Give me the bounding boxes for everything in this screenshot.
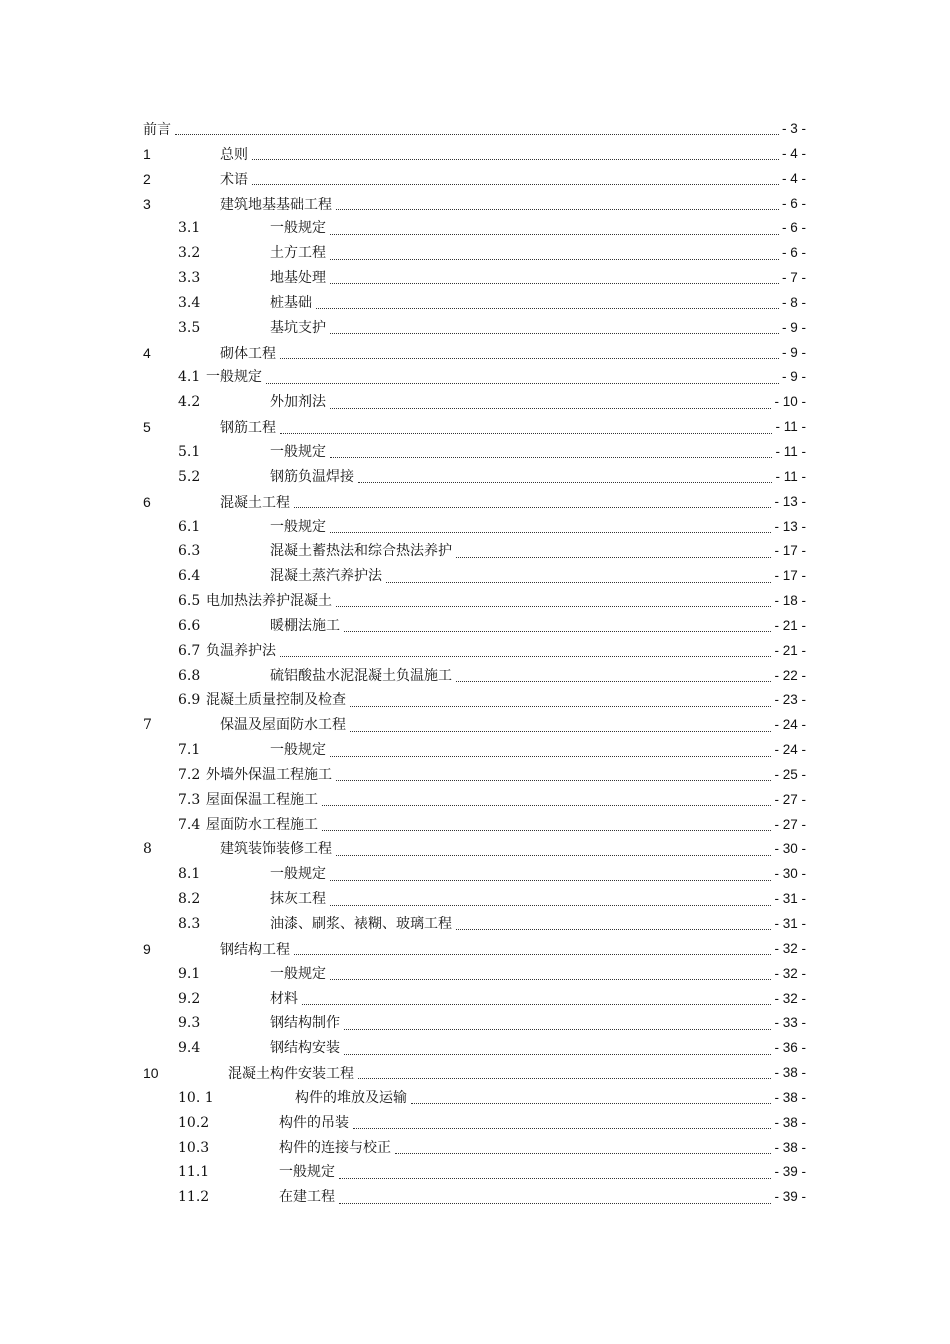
toc-entry-title: 钢结构安装 [270, 1040, 340, 1057]
toc-entry-title: 屋面保温工程施工 [206, 791, 318, 808]
toc-entry-page: - 21 - [774, 617, 806, 633]
toc-entry[interactable] [143, 813, 806, 838]
toc-entry-title: 混凝土工程 [220, 493, 290, 510]
toc-entry[interactable] [143, 912, 806, 937]
toc-entry-line [270, 390, 806, 415]
toc-entry-page: - 6 - [781, 195, 806, 211]
dot-leader [344, 1028, 771, 1030]
toc-entry-page: - 30 - [774, 866, 806, 882]
toc-entry-page: - 31 - [774, 916, 806, 931]
toc-entry-number: 7.1 [178, 742, 201, 759]
dot-leader [280, 357, 779, 359]
toc-entry-title: 一般规定 [270, 518, 326, 535]
toc-entry-number: 6 [143, 493, 151, 510]
toc-entry-page: - 38 - [774, 1139, 806, 1155]
dot-leader [294, 506, 771, 508]
toc-entry[interactable] [143, 490, 806, 515]
toc-entry[interactable] [143, 365, 806, 390]
toc-entry[interactable] [143, 887, 806, 912]
toc-entry-line [270, 738, 806, 763]
toc-entry-number: 3.3 [178, 270, 201, 287]
toc-entry[interactable] [143, 192, 806, 217]
toc-entry-page: - 21 - [774, 642, 806, 658]
toc-entry-title: 建筑地基基础工程 [220, 195, 332, 212]
toc-entry-line [206, 788, 806, 813]
toc-entry-line [295, 1086, 806, 1111]
toc-entry-line [270, 291, 806, 316]
dot-leader [266, 382, 779, 384]
dot-leader [280, 655, 771, 657]
toc-entry-title: 钢筋负温焊接 [270, 468, 354, 485]
dot-leader [358, 481, 772, 483]
toc-entry-number: 4.2 [178, 394, 201, 411]
toc-entry[interactable] [143, 987, 806, 1012]
dot-leader [330, 456, 772, 458]
toc-entry-title: 桩基础 [270, 294, 312, 311]
toc-entry-number: 3.4 [178, 294, 201, 311]
toc-entry-title: 土方工程 [270, 245, 326, 262]
toc-entry-number: 9.3 [178, 1015, 201, 1032]
toc-entry-title: 前言 [143, 121, 171, 137]
toc-entry-title: 电加热法养护混凝土 [206, 593, 332, 610]
toc-entry-number: 3 [143, 195, 151, 212]
toc-entry-title: 材料 [270, 990, 298, 1007]
toc-entry-page: - 11 - [775, 419, 806, 435]
toc-entry[interactable] [143, 266, 806, 291]
toc-entry-line [220, 713, 806, 738]
toc-entry[interactable] [143, 664, 806, 689]
toc-entry-line [206, 365, 806, 390]
toc-entry[interactable] [143, 291, 806, 316]
toc-entry-number: 9.2 [178, 990, 201, 1007]
toc-entry[interactable] [143, 589, 806, 614]
toc-entry[interactable] [143, 539, 806, 564]
toc-entry-line [206, 813, 806, 838]
table-of-contents [143, 117, 806, 1210]
toc-entry[interactable] [143, 713, 806, 738]
toc-entry[interactable] [143, 688, 806, 713]
dot-leader [350, 730, 771, 732]
toc-entry[interactable] [143, 1136, 806, 1161]
toc-entry[interactable] [143, 316, 806, 341]
dot-leader [322, 804, 771, 806]
toc-entry-number: 8.1 [178, 866, 201, 883]
dot-leader [336, 854, 771, 856]
toc-entry[interactable] [143, 440, 806, 465]
toc-entry-line [220, 937, 806, 962]
toc-entry-line [220, 192, 806, 217]
dot-leader [330, 407, 771, 409]
toc-entry-line [279, 1111, 806, 1136]
dot-leader [336, 605, 771, 607]
dot-leader [339, 1177, 771, 1179]
toc-entry-page: - 9 - [781, 344, 806, 360]
toc-entry-line [220, 341, 806, 366]
toc-entry-number: 6.7 [178, 642, 201, 659]
toc-entry-page: - 22 - [774, 667, 806, 683]
toc-entry-number: 4 [143, 344, 151, 361]
toc-entry-number: 5.1 [178, 443, 201, 460]
toc-entry-line [220, 490, 806, 515]
toc-entry-page: - 6 - [781, 245, 806, 261]
toc-entry[interactable] [143, 962, 806, 987]
toc-entry-line [270, 614, 806, 639]
toc-entry-line [206, 688, 806, 713]
dot-leader [280, 432, 772, 434]
dot-leader [456, 556, 771, 558]
toc-entry-title: 在建工程 [279, 1189, 335, 1206]
toc-entry-title: 保温及屋面防水工程 [220, 717, 346, 734]
toc-entry-title: 混凝土蓄热法和综合热法养护 [270, 543, 452, 560]
toc-entry-page: - 7 - [781, 270, 806, 286]
toc-entry-number: 3.2 [178, 245, 201, 262]
toc-entry-page: - 39 - [774, 1189, 806, 1205]
toc-entry-line [270, 887, 806, 912]
toc-entry-page: - 13 - [774, 493, 806, 509]
toc-entry-page: - 32 - [774, 940, 806, 956]
toc-entry[interactable] [143, 1061, 806, 1086]
toc-entry-line [279, 1160, 806, 1185]
dot-leader [252, 158, 779, 160]
toc-entry-page: - 17 - [774, 568, 806, 584]
toc-entry-number: 6.4 [178, 568, 201, 585]
toc-entry-number: 8 [143, 841, 152, 858]
toc-entry-line [279, 1136, 806, 1161]
toc-entry-number: 10.2 [178, 1114, 210, 1131]
dot-leader [358, 1077, 771, 1079]
toc-entry-page: - 24 - [774, 742, 806, 758]
toc-entry-line [220, 415, 806, 440]
toc-entry-title: 基坑支护 [270, 319, 326, 336]
dot-leader [386, 581, 771, 583]
toc-entry-line [143, 117, 806, 142]
toc-entry[interactable] [143, 390, 806, 415]
toc-entry[interactable] [143, 763, 806, 788]
toc-entry[interactable] [143, 564, 806, 589]
toc-entry[interactable] [143, 1160, 806, 1185]
toc-entry-title: 建筑装饰装修工程 [220, 841, 332, 858]
toc-entry-line [270, 1011, 806, 1036]
toc-entry-page: - 11 - [775, 468, 806, 484]
dot-leader [330, 879, 771, 881]
dot-leader [330, 978, 771, 980]
dot-leader [456, 680, 771, 682]
toc-entry-title: 构件的吊装 [279, 1114, 349, 1131]
toc-entry-line [206, 639, 806, 664]
toc-entry-line [270, 216, 806, 241]
dot-leader [350, 705, 771, 707]
toc-entry-line [270, 987, 806, 1012]
dot-leader [395, 1152, 771, 1154]
toc-entry-page: - 8 - [781, 294, 806, 310]
dot-leader [411, 1102, 771, 1104]
toc-entry-title: 混凝土构件安装工程 [228, 1065, 354, 1082]
toc-entry-page: - 4 - [781, 170, 806, 186]
toc-entry[interactable] [143, 415, 806, 440]
toc-entry-page: - 27 - [774, 791, 806, 807]
toc-entry[interactable] [143, 142, 806, 167]
toc-entry-number: 6.9 [178, 692, 201, 709]
toc-entry[interactable] [143, 639, 806, 664]
toc-entry-title: 一般规定 [270, 965, 326, 982]
toc-entry-number: 2 [143, 170, 151, 187]
toc-entry-number: 10. 1 [178, 1089, 214, 1106]
toc-entry[interactable] [143, 341, 806, 366]
toc-entry-line [270, 862, 806, 887]
toc-entry-title: 钢结构工程 [220, 940, 290, 957]
toc-entry-title: 外加剂法 [270, 394, 326, 411]
toc-entry-number: 10 [143, 1065, 159, 1082]
dot-leader [316, 307, 779, 309]
dot-leader [344, 630, 771, 632]
toc-entry-line [206, 763, 806, 788]
toc-entry-number: 1 [143, 145, 151, 162]
toc-entry-line [270, 266, 806, 291]
toc-entry-number: 7.4 [178, 816, 201, 833]
dot-leader [330, 531, 771, 533]
toc-entry-page: - 6 - [781, 220, 806, 236]
toc-entry-line [220, 167, 806, 192]
toc-entry-title: 钢筋工程 [220, 419, 276, 436]
toc-entry-page: - 9 - [781, 369, 806, 385]
toc-entry-page: - 13 - [774, 518, 806, 534]
toc-entry-number: 6.5 [178, 593, 201, 610]
toc-entry-page: - 18 - [774, 593, 806, 609]
toc-entry-line [270, 515, 806, 540]
toc-entry-number: 6.3 [178, 543, 201, 560]
toc-entry-number: 3.1 [178, 220, 201, 237]
toc-entry-page: - 9 - [781, 319, 806, 335]
toc-entry-number: 6.6 [178, 617, 201, 634]
toc-entry-title: 一般规定 [270, 220, 326, 237]
toc-entry-title: 一般规定 [270, 866, 326, 883]
toc-entry[interactable] [143, 788, 806, 813]
toc-entry[interactable] [143, 1036, 806, 1061]
toc-entry-page: - 3 - [781, 121, 806, 136]
dot-leader [344, 1053, 771, 1055]
toc-entry[interactable] [143, 1111, 806, 1136]
toc-entry-number: 3.5 [178, 319, 201, 336]
toc-entry-page: - 33 - [774, 1015, 806, 1031]
toc-entry-number: 9.4 [178, 1040, 201, 1057]
toc-entry-title: 负温养护法 [206, 642, 276, 659]
toc-entry-line [206, 589, 806, 614]
toc-entry-title: 钢结构制作 [270, 1015, 340, 1032]
toc-entry-page: - 27 - [774, 816, 806, 832]
toc-entry-title: 构件的堆放及运输 [295, 1089, 407, 1106]
toc-entry-page: - 30 - [774, 841, 806, 857]
toc-entry-page: - 38 - [774, 1089, 806, 1105]
toc-entry[interactable] [143, 1011, 806, 1036]
toc-entry[interactable] [143, 1185, 806, 1210]
dot-leader [302, 1003, 771, 1005]
toc-entry-line [270, 465, 806, 490]
toc-entry-number: 8.2 [178, 891, 201, 908]
dot-leader [339, 1202, 771, 1204]
toc-entry-line [279, 1185, 806, 1210]
dot-leader [322, 829, 771, 831]
toc-entry-line [270, 912, 806, 937]
dot-leader [330, 282, 779, 284]
toc-entry-number: 8.3 [178, 916, 201, 932]
toc-entry-title: 总则 [220, 145, 248, 162]
dot-leader [330, 332, 779, 334]
toc-entry-page: - 4 - [781, 145, 806, 161]
toc-entry-title: 抹灰工程 [270, 891, 326, 908]
toc-entry[interactable] [143, 465, 806, 490]
toc-entry-title: 屋面防水工程施工 [206, 816, 318, 833]
toc-entry-line [270, 664, 806, 689]
toc-entry-page: - 38 - [774, 1114, 806, 1130]
toc-entry-line [270, 241, 806, 266]
toc-entry-line [228, 1061, 806, 1086]
toc-entry[interactable] [143, 1086, 806, 1111]
dot-leader [336, 779, 771, 781]
toc-entry-page: - 23 - [774, 692, 806, 708]
toc-entry-page: - 25 - [774, 766, 806, 782]
toc-entry-page: - 10 - [774, 394, 806, 410]
toc-entry-line [270, 564, 806, 589]
toc-entry-number: 7 [143, 717, 152, 734]
toc-entry-page: - 36 - [774, 1040, 806, 1056]
toc-entry-title: 构件的连接与校正 [279, 1139, 391, 1156]
toc-entry[interactable] [143, 216, 806, 241]
toc-entry-page: - 38 - [774, 1065, 806, 1081]
toc-entry-line [270, 316, 806, 341]
toc-entry[interactable] [143, 515, 806, 540]
dot-leader [336, 208, 779, 210]
toc-entry-title: 一般规定 [206, 369, 262, 386]
toc-entry-title: 术语 [220, 170, 248, 187]
toc-entry[interactable] [143, 937, 806, 962]
toc-entry[interactable] [143, 614, 806, 639]
toc-entry-number: 11.1 [178, 1164, 210, 1181]
toc-entry-title: 一般规定 [270, 742, 326, 759]
toc-entry-page: - 32 - [774, 965, 806, 981]
dot-leader [330, 233, 779, 235]
toc-entry-line [270, 440, 806, 465]
dot-leader [175, 133, 779, 135]
toc-entry-number: 7.2 [178, 766, 201, 783]
toc-entry-title: 地基处理 [270, 270, 326, 287]
toc-entry-page: - 17 - [774, 543, 806, 559]
toc-entry-number: 5 [143, 419, 151, 436]
toc-entry-title: 混凝土质量控制及检查 [206, 692, 346, 709]
toc-entry-line [220, 837, 806, 862]
toc-entry[interactable] [143, 117, 806, 142]
dot-leader [456, 928, 771, 930]
toc-entry-title: 外墙外保温工程施工 [206, 766, 332, 783]
toc-entry-line [220, 142, 806, 167]
toc-entry[interactable] [143, 862, 806, 887]
toc-entry[interactable] [143, 837, 806, 862]
dot-leader [330, 904, 771, 906]
toc-entry-number: 5.2 [178, 468, 201, 485]
toc-entry-page: - 31 - [774, 891, 806, 907]
dot-leader [252, 183, 779, 185]
toc-entry-number: 11.2 [178, 1189, 210, 1206]
dot-leader [294, 953, 771, 955]
toc-entry[interactable] [143, 738, 806, 763]
toc-entry-title: 油漆、刷浆、裱糊、玻璃工程 [270, 916, 452, 932]
toc-entry-number: 4.1 [178, 369, 201, 386]
toc-entry-page: - 11 - [775, 443, 806, 459]
toc-entry-number: 10.3 [178, 1139, 210, 1156]
dot-leader [330, 258, 779, 260]
toc-entry[interactable] [143, 167, 806, 192]
toc-entry-title: 一般规定 [270, 443, 326, 460]
toc-entry-number: 9.1 [178, 965, 201, 982]
toc-entry[interactable] [143, 241, 806, 266]
toc-entry-title: 暖棚法施工 [270, 617, 340, 634]
toc-entry-title: 混凝土蒸汽养护法 [270, 568, 382, 585]
toc-entry-line [270, 1036, 806, 1061]
toc-entry-page: - 32 - [774, 990, 806, 1006]
toc-entry-number: 7.3 [178, 791, 201, 808]
toc-entry-title: 砌体工程 [220, 344, 276, 361]
toc-entry-number: 6.1 [178, 518, 201, 535]
toc-entry-page: - 39 - [774, 1164, 806, 1180]
toc-entry-page: - 24 - [774, 717, 806, 733]
toc-entry-line [270, 539, 806, 564]
dot-leader [330, 755, 771, 757]
toc-entry-number: 9 [143, 940, 151, 957]
toc-entry-line [270, 962, 806, 987]
toc-entry-number: 6.8 [178, 667, 201, 684]
toc-entry-title: 一般规定 [279, 1164, 335, 1181]
dot-leader [353, 1127, 771, 1129]
toc-entry-title: 硫铝酸盐水泥混凝土负温施工 [270, 667, 452, 684]
